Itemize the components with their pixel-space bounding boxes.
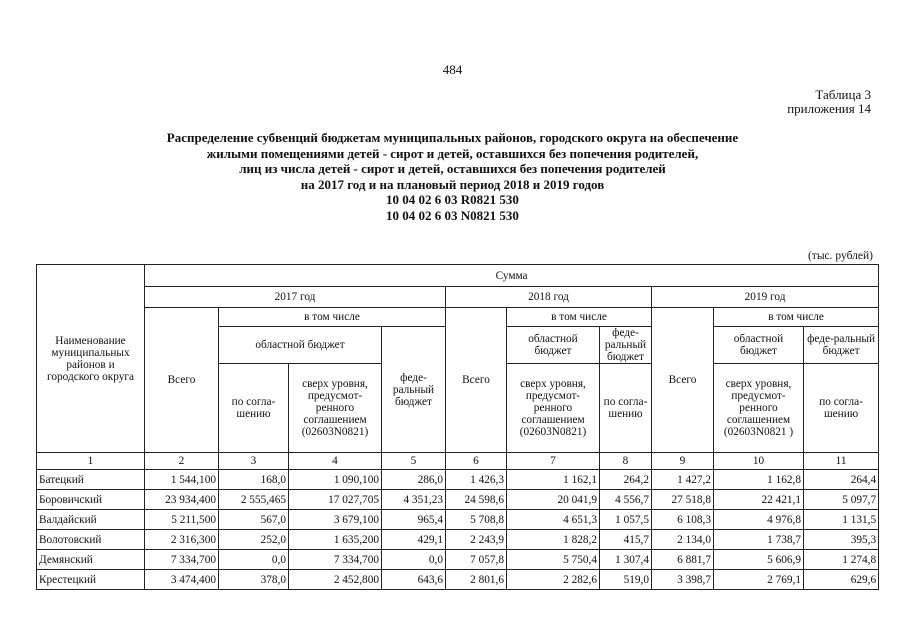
table-cell: 22 421,1 bbox=[714, 490, 804, 510]
table-ref-line1: Таблица 3 bbox=[815, 87, 871, 102]
col-number: 8 bbox=[600, 453, 652, 470]
table-ref-line2: приложения 14 bbox=[787, 101, 871, 116]
title-line-2: жилыми помещениями детей - сирот и детей, оставшихся без попечения родителей, bbox=[206, 145, 699, 161]
header-total-2019: Всего bbox=[652, 308, 714, 453]
table-cell: 1 635,200 bbox=[289, 530, 382, 550]
district-name: Валдайский bbox=[37, 510, 145, 530]
table-cell: 519,0 bbox=[600, 570, 652, 590]
header-agreement-2018: по согла-шению bbox=[600, 364, 652, 453]
district-name: Демянский bbox=[37, 550, 145, 570]
header-agreement-2017: по согла-шению bbox=[219, 364, 289, 453]
table-cell: 1 057,5 bbox=[600, 510, 652, 530]
title-line-1: Распределение субвенций бюджетам муниципальных районов, городского округа на обеспечение bbox=[166, 130, 739, 145]
table-cell: 3 398,7 bbox=[652, 570, 714, 590]
col-number: 6 bbox=[446, 453, 507, 470]
table-cell: 264,4 bbox=[804, 470, 879, 490]
header-federal-2019: феде-ральный бюджет bbox=[804, 327, 879, 364]
table-cell: 643,6 bbox=[382, 570, 446, 590]
header-agreement-2019: по согла-шению bbox=[804, 364, 879, 453]
table-cell: 5 708,8 bbox=[446, 510, 507, 530]
table-cell: 4 556,7 bbox=[600, 490, 652, 510]
table-row bbox=[37, 530, 879, 550]
table-cell: 2 243,9 bbox=[446, 530, 507, 550]
table-cell: 0,0 bbox=[219, 550, 289, 570]
table-cell: 1 738,7 bbox=[714, 530, 804, 550]
table-cell: 5 606,9 bbox=[714, 550, 804, 570]
table-row bbox=[37, 550, 879, 570]
col-number: 2 bbox=[145, 453, 219, 470]
table-cell: 629,6 bbox=[804, 570, 879, 590]
table-cell: 3 474,400 bbox=[145, 570, 219, 590]
header-incl-2019: в том числе bbox=[714, 308, 879, 327]
table-cell: 1 828,2 bbox=[507, 530, 600, 550]
table-cell: 5 097,7 bbox=[804, 490, 879, 510]
district-name: Боровичский bbox=[37, 490, 145, 510]
table-cell: 2 452,800 bbox=[289, 570, 382, 590]
district-name: Крестецкий bbox=[37, 570, 145, 590]
header-total-2017: Всего bbox=[145, 308, 219, 453]
subvention-table bbox=[36, 264, 879, 590]
table-cell: 6 881,7 bbox=[652, 550, 714, 570]
table-cell: 1 427,2 bbox=[652, 470, 714, 490]
table-cell: 252,0 bbox=[219, 530, 289, 550]
table-cell: 2 316,300 bbox=[145, 530, 219, 550]
table-cell: 2 134,0 bbox=[652, 530, 714, 550]
header-above-level-2018: сверх уровня, предусмот-ренного соглашением (02603N0821) bbox=[507, 364, 600, 453]
title-line-4: на 2017 год и на плановый период 2018 и 2019 годов bbox=[300, 176, 605, 192]
col-number: 11 bbox=[804, 453, 879, 470]
table-cell: 7 334,700 bbox=[289, 550, 382, 570]
table-cell: 4 976,8 bbox=[714, 510, 804, 530]
table-cell: 1 544,100 bbox=[145, 470, 219, 490]
header-incl-2018: в том числе bbox=[507, 308, 652, 327]
col-number: 7 bbox=[507, 453, 600, 470]
table-cell: 27 518,8 bbox=[652, 490, 714, 510]
col-number: 10 bbox=[714, 453, 804, 470]
table-cell: 567,0 bbox=[219, 510, 289, 530]
table-cell: 5 211,500 bbox=[145, 510, 219, 530]
table-cell: 4 651,3 bbox=[507, 510, 600, 530]
header-year-2018: 2018 год bbox=[446, 287, 652, 308]
header-name-column: Наименование муниципальных районов и городского округа bbox=[37, 265, 145, 453]
header-above-level-2019: сверх уровня, предусмот-ренного соглашением (02603N0821 ) bbox=[714, 364, 804, 453]
col-number: 5 bbox=[382, 453, 446, 470]
header-regional-2018: областной бюджет bbox=[507, 327, 600, 364]
table-cell: 4 351,23 bbox=[382, 490, 446, 510]
table-cell: 415,7 bbox=[600, 530, 652, 550]
col-number: 4 bbox=[289, 453, 382, 470]
units-label: (тыс. рублей) bbox=[807, 250, 873, 262]
table-cell: 24 598,6 bbox=[446, 490, 507, 510]
page-number: 484 bbox=[442, 62, 463, 77]
table-cell: 2 282,6 bbox=[507, 570, 600, 590]
table-cell: 23 934,400 bbox=[145, 490, 219, 510]
header-incl-2017: в том числе bbox=[219, 308, 446, 327]
table-cell: 2 555,465 bbox=[219, 490, 289, 510]
header-federal-2018: феде-ральный бюджет bbox=[600, 327, 652, 364]
district-name: Батецкий bbox=[37, 470, 145, 490]
table-row bbox=[37, 510, 879, 530]
header-regional-2017: областной бюджет bbox=[219, 327, 382, 364]
header-above-level-2017: сверх уровня, предусмот-ренного соглашением (02603N0821) bbox=[289, 364, 382, 453]
table-row bbox=[37, 470, 879, 490]
table-cell: 395,3 bbox=[804, 530, 879, 550]
table-cell: 1 426,3 bbox=[446, 470, 507, 490]
col-number: 3 bbox=[219, 453, 289, 470]
table-cell: 6 108,3 bbox=[652, 510, 714, 530]
table-cell: 1 307,4 bbox=[600, 550, 652, 570]
table-reference bbox=[787, 88, 871, 116]
header-sum: Сумма bbox=[145, 265, 879, 287]
table-cell: 1 274,8 bbox=[804, 550, 879, 570]
table-cell: 17 027,705 bbox=[289, 490, 382, 510]
table-cell: 264,2 bbox=[600, 470, 652, 490]
header-year-2017: 2017 год bbox=[145, 287, 446, 308]
header-federal-2017: феде-ральный бюджет bbox=[382, 327, 446, 453]
table-cell: 20 041,9 bbox=[507, 490, 600, 510]
header-regional-2019: областной бюджет bbox=[714, 327, 804, 364]
table-cell: 965,4 bbox=[382, 510, 446, 530]
table-cell: 429,1 bbox=[382, 530, 446, 550]
col-number: 9 bbox=[652, 453, 714, 470]
title-line-3: лиц из числа детей - сирот и детей, оставшихся без попечения родителей bbox=[239, 161, 666, 176]
table-cell: 1 162,8 bbox=[714, 470, 804, 490]
budget-code-2: 10 04 02 6 03 N0821 530 bbox=[386, 207, 519, 223]
table-cell: 7 334,700 bbox=[145, 550, 219, 570]
district-name: Волотовский bbox=[37, 530, 145, 550]
table-cell: 168,0 bbox=[219, 470, 289, 490]
table-cell: 378,0 bbox=[219, 570, 289, 590]
table-cell: 1 162,1 bbox=[507, 470, 600, 490]
table-cell: 5 750,4 bbox=[507, 550, 600, 570]
table-row bbox=[37, 490, 879, 510]
header-year-2019: 2019 год bbox=[652, 287, 879, 308]
table-cell: 7 057,8 bbox=[446, 550, 507, 570]
table-cell: 0,0 bbox=[382, 550, 446, 570]
table-cell: 2 801,6 bbox=[446, 570, 507, 590]
header-total-2018: Всего bbox=[446, 308, 507, 453]
budget-code-1: 10 04 02 6 03 R0821 530 bbox=[386, 192, 519, 207]
col-number: 1 bbox=[37, 453, 145, 470]
table-cell: 3 679,100 bbox=[289, 510, 382, 530]
table-cell: 286,0 bbox=[382, 470, 446, 490]
table-cell: 2 769,1 bbox=[714, 570, 804, 590]
document-title bbox=[0, 130, 905, 223]
table-row bbox=[37, 570, 879, 590]
table-cell: 1 090,100 bbox=[289, 470, 382, 490]
table-cell: 1 131,5 bbox=[804, 510, 879, 530]
